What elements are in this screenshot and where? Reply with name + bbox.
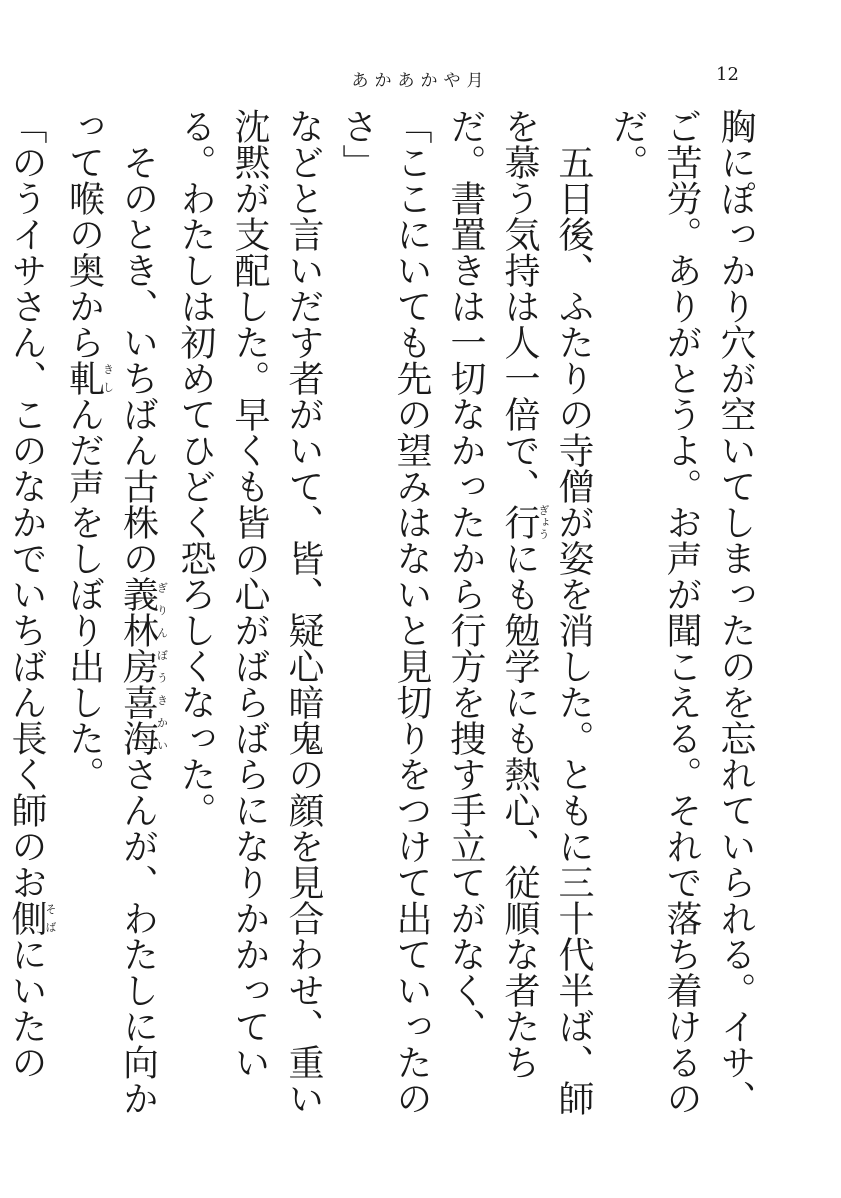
ruby-base: 軋 <box>63 360 105 396</box>
paragraph <box>438 108 600 1118</box>
ruby-annotation <box>117 576 169 756</box>
text-run: 「のうイサさん、このなかでいちばん長く師のお <box>6 108 47 900</box>
paragraph <box>168 108 330 1118</box>
ruby-reading: ぎょう <box>537 504 550 540</box>
ruby-annotation <box>6 900 57 936</box>
ruby-annotation <box>499 504 550 540</box>
text-run: さんが、わたしに向かって喉の奥から <box>63 108 159 1116</box>
text-run: 「ここにいても先の望みはないと見切りをつけて出ていったのさ」 <box>337 108 432 1116</box>
text-run: 胸にぽっかり穴が空いてしまったのを忘れていられる。イサ、ご苦労。ありがとうよ。お声が聞こえる。それで落ち着けるのだ。 <box>607 108 756 1116</box>
page-number: 12 <box>716 64 739 85</box>
running-title: あかあかや月 <box>351 71 490 91</box>
ruby-reading: きし <box>101 360 115 396</box>
vertical-body-text <box>6 108 762 1118</box>
paragraph <box>57 108 169 1118</box>
ruby-annotation <box>63 360 115 396</box>
text-run: などと言いだす者がいて、皆、疑心暗鬼の顔を見合わせ、重い沈黙が支配した。早くも皆の心がばらばらになりかかっている。わたしは初めてひどく恐ろしくなった。 <box>175 108 324 1116</box>
paragraph <box>0 108 57 1118</box>
paragraph <box>330 108 438 1118</box>
text-run: にも勉学にも熱心、従順な者たちだ。書置きは一切なかったから行方を捜す手立てがなく、 <box>445 108 540 1080</box>
ruby-base: 行 <box>499 504 540 540</box>
text-run: んだ声をしぼり出した。 <box>63 396 105 792</box>
ruby-reading: ぎりんぼうきかい <box>155 576 169 756</box>
text-run: そのとき、いちばん古株の <box>117 144 159 576</box>
ruby-base: 側 <box>6 900 47 936</box>
ruby-base: 義林房喜海 <box>117 576 159 756</box>
ruby-reading: そば <box>44 900 57 936</box>
paragraph <box>600 108 762 1118</box>
text-run: 五日後、ふたりの寺僧が姿を消した。ともに三十代半ば、師を慕う気持は人一倍で、 <box>499 108 594 1116</box>
text-run: にいたの <box>6 936 47 1080</box>
